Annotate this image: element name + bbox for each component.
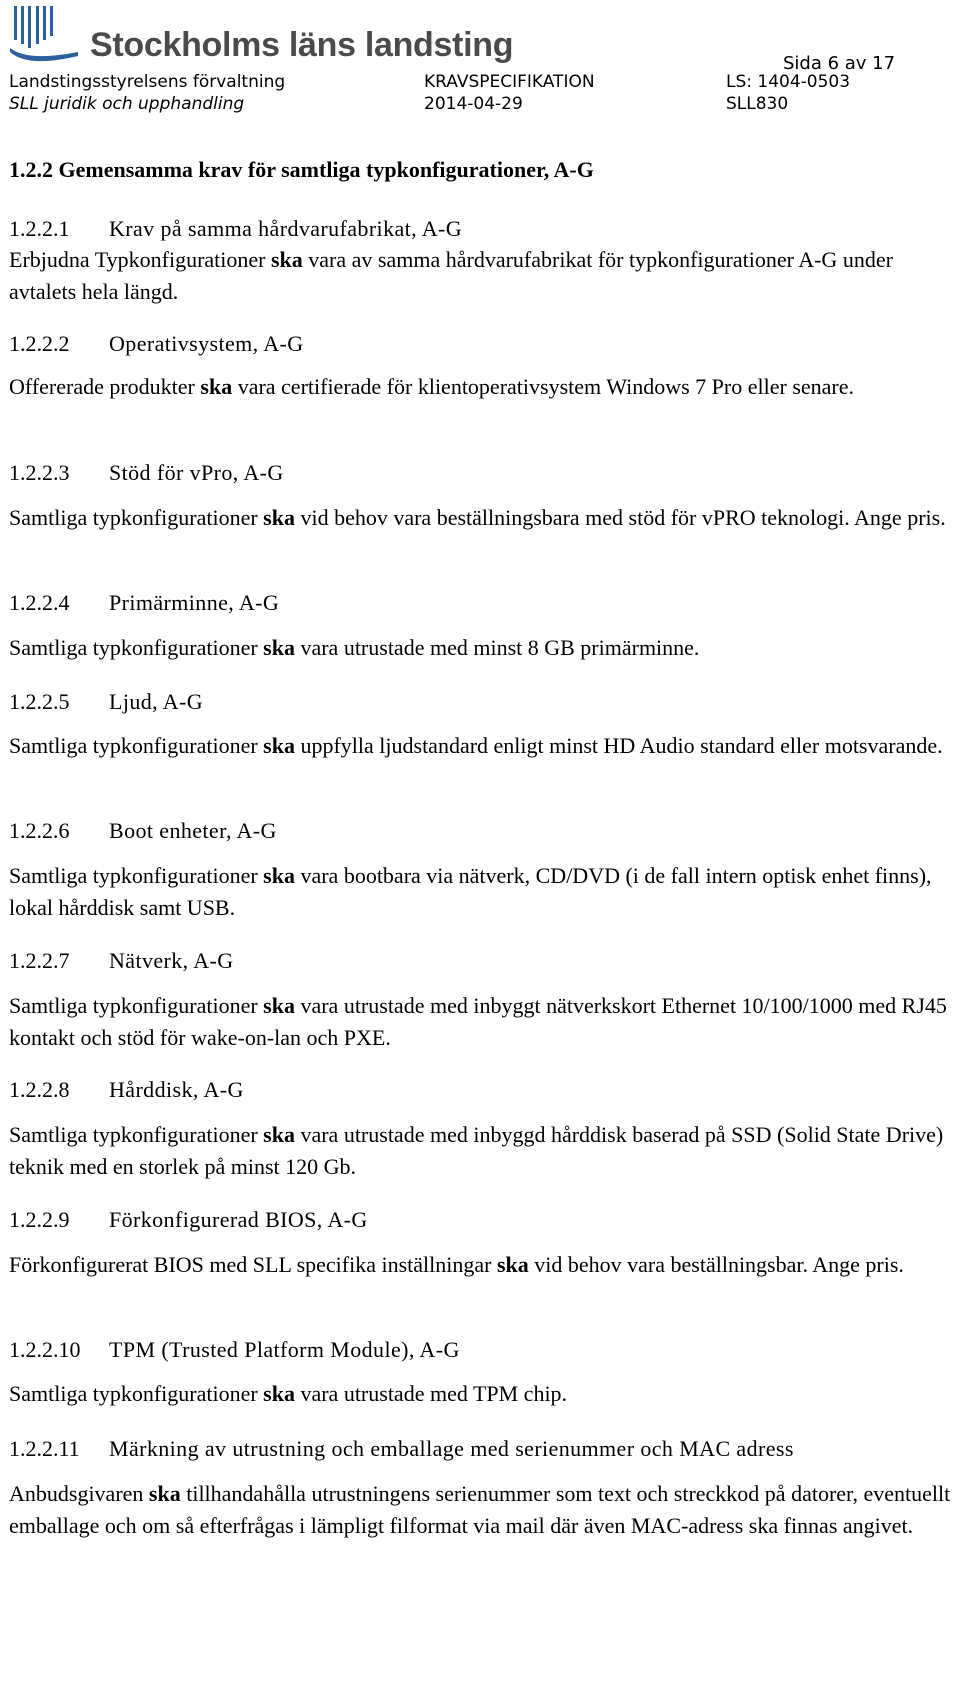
subsection-number: 1.2.2.6 [9, 818, 70, 843]
requirement-text: Anbudsgivaren ska tillhandahålla utrustningens serienummer som text och streckkod på datorer, eventuellt emballage och om så efterfrågas i lämpligt filformat via mail där även MAC-adress ska finnas angivet. [9, 1481, 951, 1538]
subsection-title: Ljud, A-G [109, 689, 204, 714]
subsection-number: 1.2.2.3 [9, 460, 70, 485]
page-indicator: Sida 6 av 17 [783, 53, 896, 74]
requirement-text: Samtliga typkonfigurationer ska vara utrustade med TPM chip. [9, 1381, 568, 1406]
requirement-text: Erbjudna Typkonfigurationer ska vara av samma hårdvarufabrikat för typkonfigurationer A-G under avtalets hela längd. [9, 247, 893, 304]
subsection-title: Primärminne, A-G [109, 590, 280, 615]
requirement-text: Samtliga typkonfigurationer ska vara bootbara via nätverk, CD/DVD (i de fall intern optisk enhet finns), lokal hårddisk samt USB. [9, 863, 932, 920]
subsection-title: Boot enheter, A-G [109, 818, 277, 843]
header-unit: SLL juridik och upphandling [9, 94, 245, 114]
header-case-number: LS: 1404-0503 [726, 72, 851, 92]
requirement-text: Samtliga typkonfigurationer ska uppfylla ljudstandard enligt minst HD Audio standard eller motsvarande. [9, 733, 943, 758]
org-logo [8, 4, 528, 70]
subsection-number: 1.2.2.10 [9, 1337, 81, 1362]
requirement-text: Offererade produkter ska vara certifierade för klientoperativsystem Windows 7 Pro eller senare. [9, 374, 854, 399]
subsection-title: Krav på samma hårdvarufabrikat, A-G [109, 216, 463, 241]
section-heading: 1.2.2 Gemensamma krav för samtliga typkonfigurationer, A-G [9, 157, 594, 182]
subsection-title: Hårddisk, A-G [109, 1077, 244, 1102]
header-doc-type: KRAVSPECIFIKATION [424, 72, 595, 92]
subsection-number: 1.2.2.4 [9, 590, 70, 615]
requirement-text: Samtliga typkonfigurationer ska vara utrustade med inbyggt nätverkskort Ethernet 10/100/1000 med RJ45 kontakt och stöd för wake-on-lan och PXE. [9, 993, 947, 1050]
subsection-number: 1.2.2.2 [9, 331, 70, 356]
subsection-title: Märkning av utrustning och emballage med serienummer och MAC adress [109, 1436, 794, 1461]
requirement-text: Samtliga typkonfigurationer ska vara utrustade med inbyggd hårddisk baserad på SSD (Solid State Drive) teknik med en storlek på minst 120 Gb. [9, 1122, 944, 1179]
subsection-title: TPM (Trusted Platform Module), A-G [109, 1337, 460, 1362]
subsection-number: 1.2.2.11 [9, 1436, 80, 1461]
subsection-number: 1.2.2.7 [9, 948, 70, 973]
subsection-number: 1.2.2.1 [9, 216, 70, 241]
subsection-title: Stöd för vPro, A-G [109, 460, 284, 485]
subsection-title: Nätverk, A-G [109, 948, 234, 973]
subsection-title: Operativsystem, A-G [109, 331, 304, 356]
header-department: Landstingsstyrelsens förvaltning [9, 72, 286, 92]
header-date: 2014-04-29 [424, 94, 523, 114]
subsection-number: 1.2.2.5 [9, 689, 70, 714]
subsection-number: 1.2.2.9 [9, 1207, 70, 1232]
subsection-title: Förkonfigurerad BIOS, A-G [109, 1207, 368, 1232]
requirement-text: Samtliga typkonfigurationer ska vara utrustade med minst 8 GB primärminne. [9, 635, 700, 660]
requirement-text: Förkonfigurerat BIOS med SLL specifika inställningar ska vid behov vara beställningsbar. Ange pris. [9, 1252, 904, 1277]
logo-mark-icon [8, 4, 86, 66]
requirement-text: Samtliga typkonfigurationer ska vid behov vara beställningsbara med stöd för vPRO teknologi. Ange pris. [9, 505, 946, 530]
org-name: Stockholms läns landsting [90, 26, 514, 64]
header-reference: SLL830 [726, 94, 789, 114]
subsection-number: 1.2.2.8 [9, 1077, 70, 1102]
